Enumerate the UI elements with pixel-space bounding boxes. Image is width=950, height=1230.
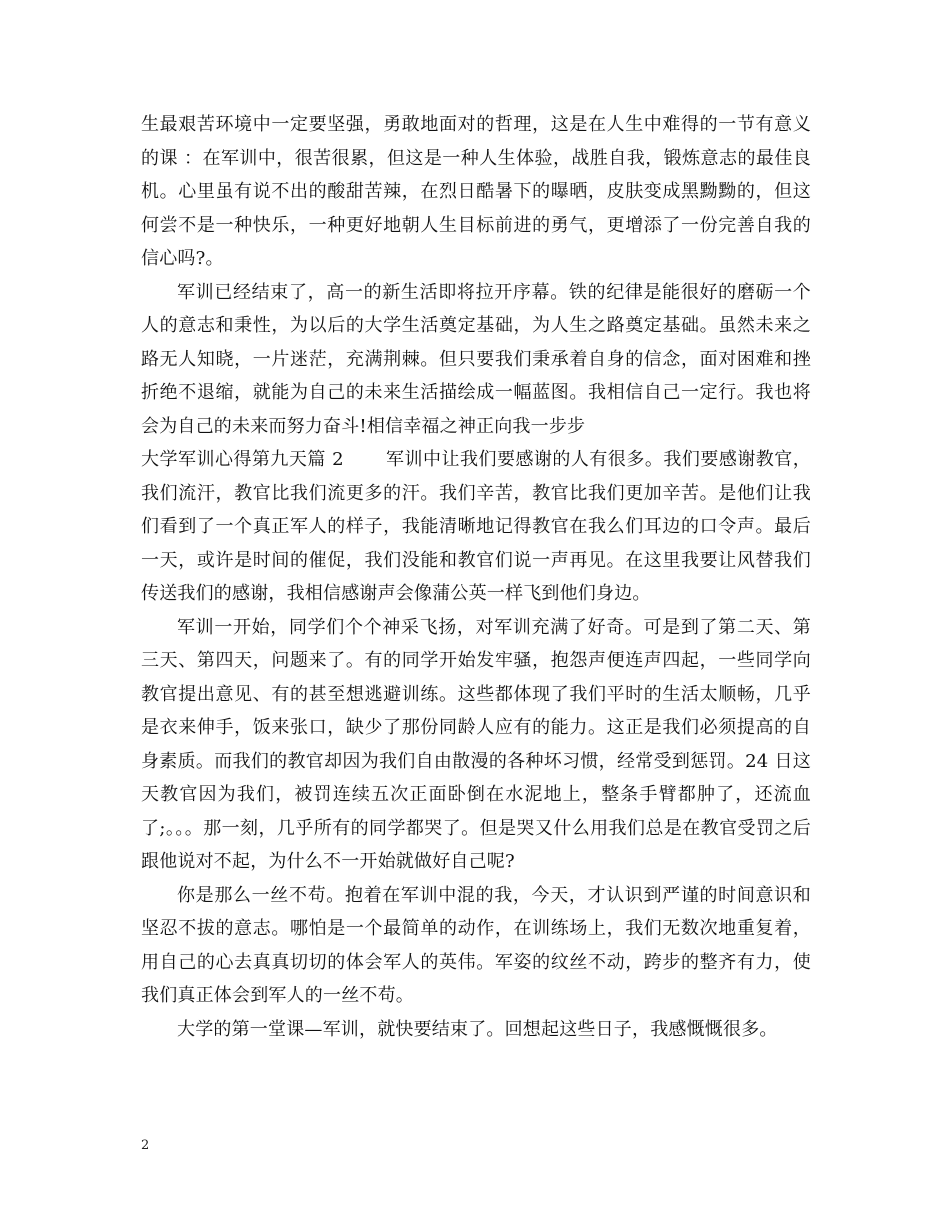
document-body	[141, 108, 811, 1046]
paragraph-6: 大学的第一堂课—军训，就快要结束了。回想起这些日子，我感慨慨很多。	[177, 1018, 778, 1040]
paragraph-1: 生最艰苦环境中一定要坚强，勇敢地面对的哲理，这是在人生中难得的一节有意义的课 ：在军训中，很苦很累，但这是一种人生体验，战胜自我，锻炼意志的最佳良机。心里虽有说不出的酸甜苦辣，在烈日酷暑下的曝晒，皮肤变成黑黝黝的，但这何尝不是一种快乐，一种更好地朝人生目标前进的勇气，更增添了一份完善自我的信心吗?。	[141, 114, 811, 269]
page-number: 2	[141, 1138, 150, 1153]
paragraph-4: 军训一开始，同学们个个神采飞扬，对军训充满了好奇。可是到了第二天、第三天、第四天，问题来了。有的同学开始发牢骚，抱怨声便连声四起，一些同学向教官提出意见、有的甚至想逃避训练。这些都体现了我们平时的生活太顺畅，几乎是衣来伸手，饭来张口，缺少了那份同龄人应有的能力。这正是我们必须提高的自身素质。而我们的教官却因为我们自由散漫的各种坏习惯，经常受到惩罚。24 日这天教官因为我们，被罚连续五次正面卧倒在水泥地上，整条手臂都肿了，还流血了;。。。那一刻，几乎所有的同学都哭了。但是哭又什么用我们总是在教官受罚之后跟他说对不起，为什么不一开始就做好自己呢?	[141, 616, 811, 872]
paragraph-5: 你是那么一丝不苟。抱着在军训中混的我，今天，才认识到严谨的时间意识和坚忍不拔的意志。哪怕是一个最简单的动作，在训练场上，我们无数次地重复着，用自己的心去真真切切的体会军人的英伟。军姿的纹丝不动，跨步的整齐有力，使我们真正体会到军人的一丝不苟。	[141, 884, 811, 1006]
section-heading: 大学军训心得第九天篇 2	[141, 449, 344, 470]
paragraph-3-text: 军训中让我们要感谢的人有很多。我们要感谢教官，我们流汗，教官比我们流更多的汗。我们辛苦，教官比我们更加辛苦。是他们让我们看到了一个真正军人的样子，我能清晰地记得教官在我么们耳边的口令声。最后一天，或许是时间的催促，我们没能和教官们说一声再见。在这里我要让风替我们传送我们的感谢，我相信感谢声会像蒲公英一样飞到他们身边。	[141, 449, 811, 604]
paragraph-3	[141, 443, 811, 611]
paragraph-2: 军训已经结束了，高一的新生活即将拉开序幕。铁的纪律是能很好的磨砺一个人的意志和秉性，为以后的大学生活奠定基础，为人生之路奠定基础。虽然未来之路无人知晓，一片迷茫，充满荆棘。但只要我们秉承着自身的信念，面对困难和挫折绝不退缩，就能为自己的未来生活描绘成一幅蓝图。我相信自己一定行。我也将会为自己的未来而努力奋斗!相信幸福之神正向我一步步	[141, 281, 811, 437]
